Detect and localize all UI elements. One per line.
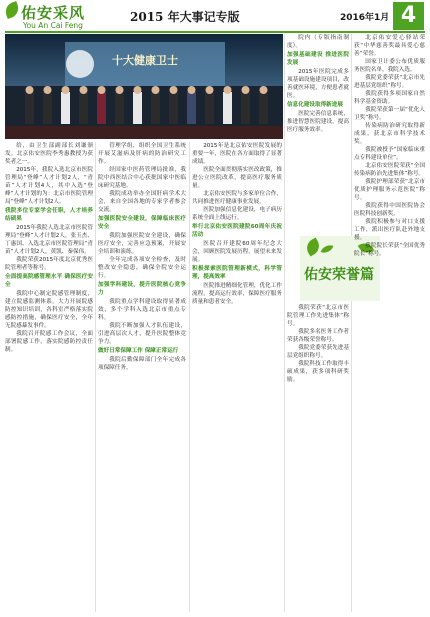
- article-column-4b: [287, 304, 349, 612]
- paragraph: 我院党委荣获“北京市先进基层党组织”称号。: [354, 75, 425, 89]
- paragraph: 我院科技工作取得丰硕成果，获多项科研奖励。: [287, 361, 349, 383]
- logo-english: You An Cai Feng: [23, 21, 83, 30]
- paragraph: 我院成功举办全国肝病学术大会，来自全国各地的专家学者参会交流。: [98, 191, 186, 213]
- section-heading: 举行北京佑安医院建院60周年庆祝活动: [192, 224, 282, 238]
- article-column-1: [5, 142, 93, 612]
- feature-title: 佑安荣誉篇: [304, 267, 374, 283]
- paragraph: 传染病防治研究取得新成果，获北京市科学技术奖。: [354, 123, 425, 145]
- paragraph: 我院荣获第一届“优化人卫奖”称号。: [354, 107, 425, 121]
- paragraph: 院内（专版指南制度）。: [287, 35, 349, 49]
- publication-logo: [5, 2, 105, 30]
- paragraph: 2015年医院完成多项基础设施建设项目，改善就医环境，方便患者就医。: [287, 69, 349, 99]
- column-divider: [351, 34, 352, 612]
- paragraph: 我院党委荣获先进基层党组织称号。: [287, 345, 349, 359]
- column-divider: [189, 142, 190, 612]
- page-number: 4: [393, 2, 424, 30]
- section-heading: 做好日常保障工作 保障正常运行: [98, 348, 179, 354]
- paragraph: 医院完善信息系统，推进智慧医院建设，提高医疗服务效率。: [287, 111, 349, 133]
- paragraph: 2015年我院人选北京市医院管理局“登峰”人才计划2人，张玉杰、丁惠国、入选北京市医院管理局“青苗”人才计划2人，黄凯、秦保伟。: [5, 225, 93, 255]
- paragraph: 医院加强信息化建设，电子病历系统全面上线运行。: [192, 207, 282, 221]
- article-column-3: [192, 142, 282, 612]
- section-heading: 加强学科建设，提升医院核心竞争力: [98, 282, 186, 296]
- paragraph: 管理学组，组织全国卫生系统开展艾滋病及肝病的防治研究工作。: [98, 143, 186, 165]
- paragraph: 给，由卫生部副部长刘谦颁发。北京佑安医院李秀惠教授为获奖者之一。: [5, 143, 93, 165]
- paragraph: 我院后勤保障部门全年完成各项保障任务。: [98, 357, 186, 371]
- article-column-4: [287, 34, 349, 264]
- paragraph: 我院中心制定院感管理制度，建立院感监测体系，大力开展院感防控知识培训，各科室严格落实院感防控措施，确保医疗安全，全年无院感暴发事件。: [5, 291, 93, 329]
- banner-text: 十大健康卫士: [112, 54, 178, 67]
- paragraph: 我院被授予“国家临床重点专科建设单位”。: [354, 147, 425, 161]
- paragraph: 北京佑安医院与多家单位合作，共同推进医疗健康事业发展。: [192, 191, 282, 205]
- paragraph: 我院不断加强人才队伍建设，引进高层次人才，提升医院整体竞争力。: [98, 323, 186, 345]
- paragraph: 我院重点学科建设取得显著成效，多个学科入选北京市重点专科。: [98, 299, 186, 321]
- paragraph: 我院院长荣获“全国优秀院长”称号。: [354, 243, 425, 257]
- paragraph: 我院荣获2015年度北京优秀医院管理者等称号。: [5, 257, 93, 271]
- paragraph: 我院获得多项国家自然科学基金资助。: [354, 91, 425, 105]
- column-divider: [95, 142, 96, 612]
- paragraph: 我院积极参与对口支援工作，派出医疗队赴外地支援。: [354, 219, 425, 241]
- logo-chinese: 佑安采风: [21, 4, 86, 22]
- paragraph: 医院推进精细化管理，优化工作流程，提高运行效率，保障医疗服务质量和患者安全。: [192, 283, 282, 305]
- paragraph: 我院多名医务工作者荣获各级荣誉称号。: [287, 329, 349, 343]
- paragraph: 医院召开建院60周年纪念大会，回顾医院发展历程，展望未来发展。: [192, 241, 282, 263]
- column-divider: [284, 34, 285, 612]
- page-header: [0, 0, 430, 31]
- paragraph: 北京佑安爱心驿站荣获“中华慈善奖最具爱心慈善”荣誉。: [354, 35, 425, 57]
- paragraph: 全年完成各项安全检查，及时整改安全隐患，确保全院安全运行。: [98, 257, 186, 279]
- issue-date: 2016年1月: [340, 13, 390, 23]
- section-heading: 积极探索医院管理新模式，科学管理，提高效率: [192, 266, 282, 280]
- paragraph: 我院召开院感工作会议，全面部署院感工作，落实院感防控责任制。: [5, 331, 93, 353]
- paragraph: 我院护理部荣获“北京市优质护理服务示范医院”称号。: [354, 179, 425, 201]
- award-ceremony-photo: [5, 34, 283, 139]
- page-title: 2015 年大事记专版: [130, 10, 240, 24]
- section-heading: 我院多位专家学会任职，人才培养结硕果: [5, 208, 93, 222]
- paragraph: 北京佑安医院荣获“全国传染病防治先进集体”称号。: [354, 163, 425, 177]
- leaf-icon: [3, 1, 21, 19]
- paragraph: 我院加强医院安全建设，确保医疗安全，完善应急预案，开展安全培训和演练。: [98, 233, 186, 255]
- section-heading: 全面提高院感管理水平 确保医疗安全: [5, 274, 93, 288]
- paragraph: 经国家中医药管理局批准，我院中西医结合中心获批国家中医临床研究基地。: [98, 167, 186, 189]
- section-heading: 加强基础建设 推进医院发展: [287, 52, 349, 66]
- paragraph: 国家卫计委公布优质服务医院名单，我院入选。: [354, 59, 425, 73]
- section-heading: 信息化建设取得新进展: [287, 102, 343, 108]
- paragraph: 我院获得中国医院协会医院科技创新奖。: [354, 203, 425, 217]
- paragraph: 我院荣获“北京市医院管理工作先进集体”称号。: [287, 305, 349, 327]
- paragraph: 2015年，我院入选北京市医院管理局“登峰”人才计划2人，“青苗”人才计划4人，其中入选“登峰”人才计划的为：北京市医院管理局“登峰”人才计划2人。: [5, 167, 93, 205]
- article-column-2: [98, 142, 186, 612]
- section-heading: 加强医院安全建设，保障临床医疗安全: [98, 216, 186, 230]
- header-rule: [5, 31, 425, 33]
- article-column-5: [354, 34, 425, 612]
- paragraph: 医院全面贯彻落实医改政策，推进公立医院改革，提高医疗服务质量。: [192, 167, 282, 189]
- paragraph: 2015年是北京佑安医院发展的重要一年，医院在各方面取得了显著成绩。: [192, 143, 282, 165]
